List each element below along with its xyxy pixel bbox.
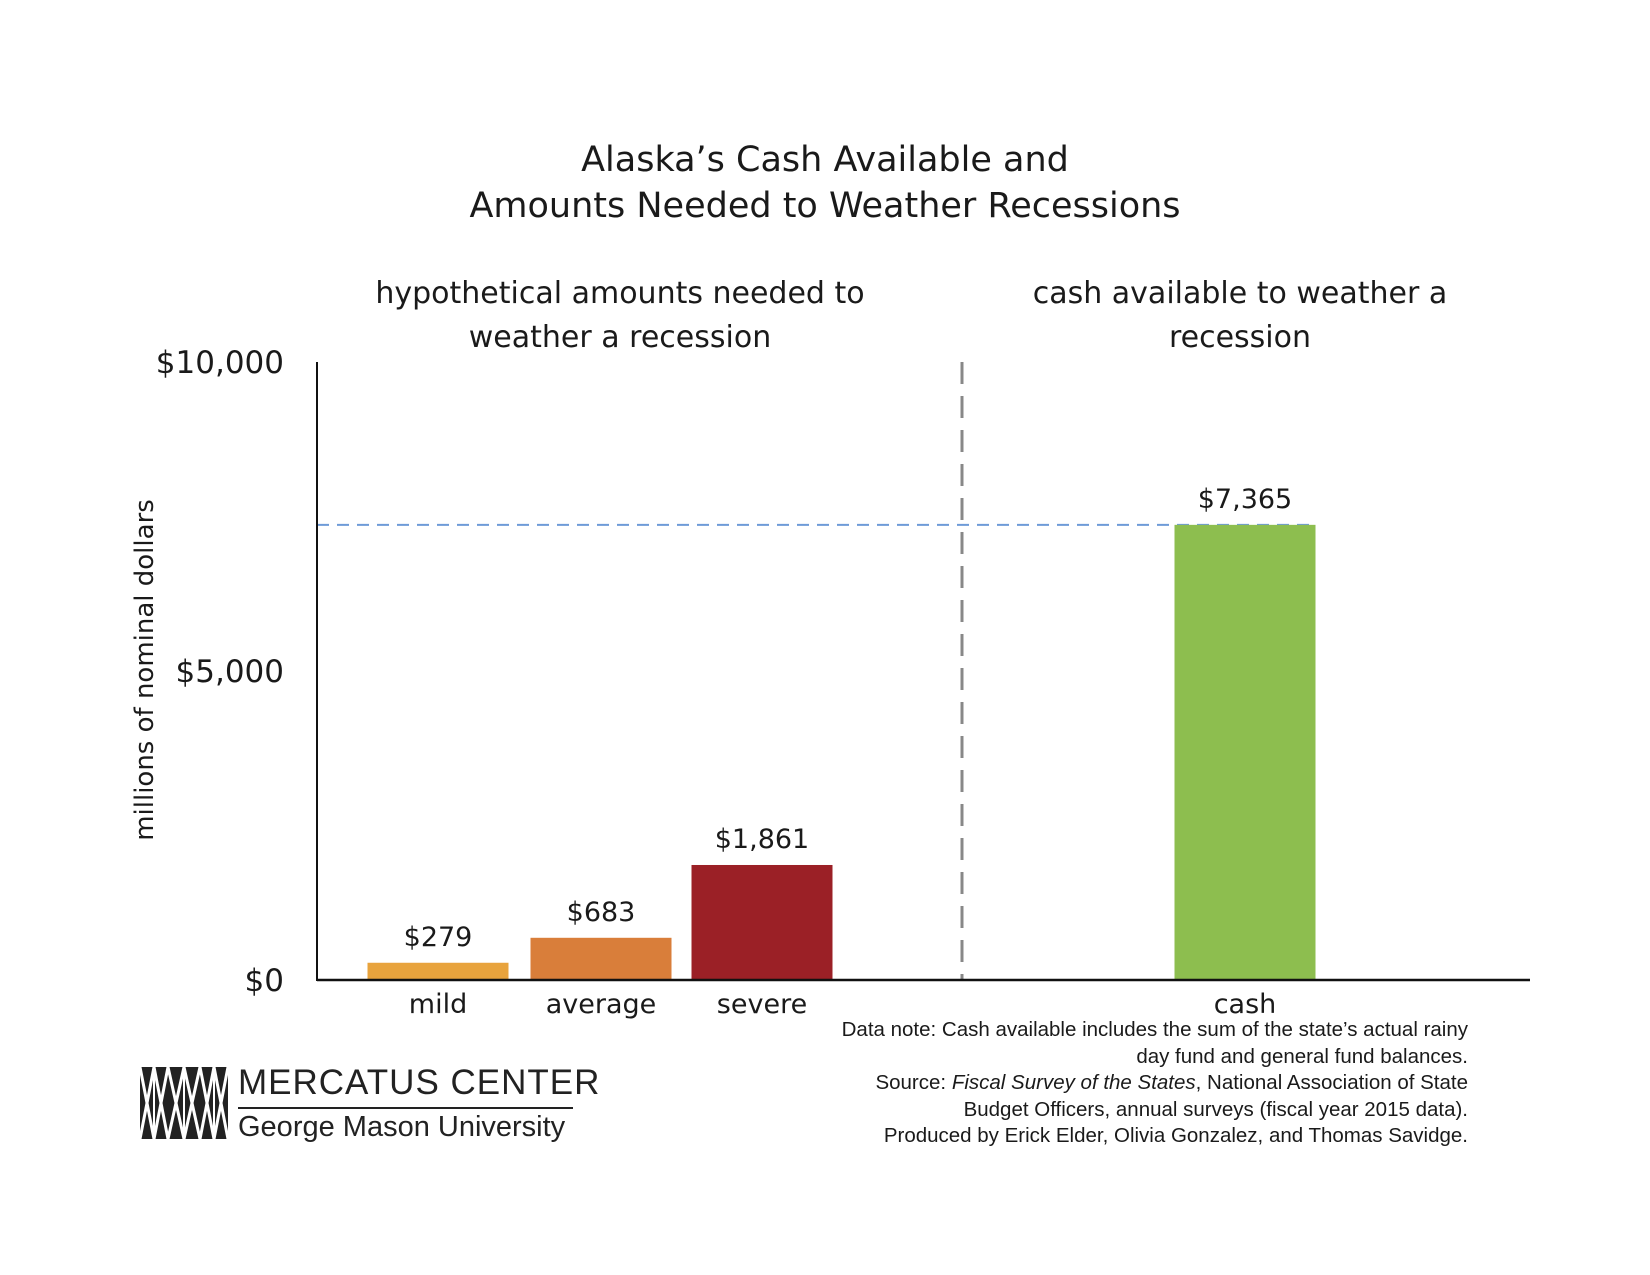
left-group-label-line2: weather a recession xyxy=(468,320,772,355)
y-tick-label: $5,000 xyxy=(175,654,284,690)
logo-subtitle: George Mason University xyxy=(238,1111,566,1143)
bar-mild xyxy=(368,963,509,980)
chart-title-line1: Alaska’s Cash Available and xyxy=(581,140,1069,180)
y-axis-label: millions of nominal dollars xyxy=(130,499,160,841)
category-label-average: average xyxy=(545,989,657,1020)
left-group-label-line1: hypothetical amounts needed to xyxy=(375,276,865,311)
logo-name: MERCATUS CENTER xyxy=(238,1063,601,1102)
note-line1: Data note: Cash available includes the sum of the state’s actual rainy xyxy=(841,1018,1468,1041)
y-tick-label: $10,000 xyxy=(155,345,284,381)
y-tick-label: $0 xyxy=(244,963,284,999)
value-label-average: $683 xyxy=(566,896,636,928)
note-line4: Budget Officers, annual surveys (fiscal year 2015 data). xyxy=(963,1097,1468,1121)
chart-title-line2: Amounts Needed to Weather Recessions xyxy=(469,186,1181,226)
right-group-label-line1: cash available to weather a xyxy=(1032,276,1448,311)
source-title: Fiscal Survey of the States xyxy=(951,1071,1196,1094)
note-line2: day fund and general fund balances. xyxy=(1136,1044,1468,1068)
bar-average xyxy=(531,938,672,980)
logo-divider xyxy=(238,1107,573,1109)
value-label-mild: $279 xyxy=(403,921,473,953)
value-label-severe: $1,861 xyxy=(714,823,810,855)
category-label-severe: severe xyxy=(716,989,808,1020)
value-label-cash: $7,365 xyxy=(1197,483,1293,515)
category-label-cash: cash xyxy=(1213,989,1277,1020)
data-note xyxy=(842,1017,1468,1150)
right-group-label-line2: recession xyxy=(1168,320,1312,355)
note-line3: Source: Fiscal Survey of the States, National Association of State xyxy=(875,1071,1468,1094)
mercatus-logo-icon xyxy=(140,1067,228,1139)
bar-cash xyxy=(1175,525,1316,980)
category-label-mild: mild xyxy=(408,989,468,1020)
note-line5: Produced by Erick Elder, Olivia Gonzalez, and Thomas Savidge. xyxy=(883,1124,1468,1147)
mercatus-logo xyxy=(140,1063,600,1143)
bar-severe xyxy=(692,865,833,980)
